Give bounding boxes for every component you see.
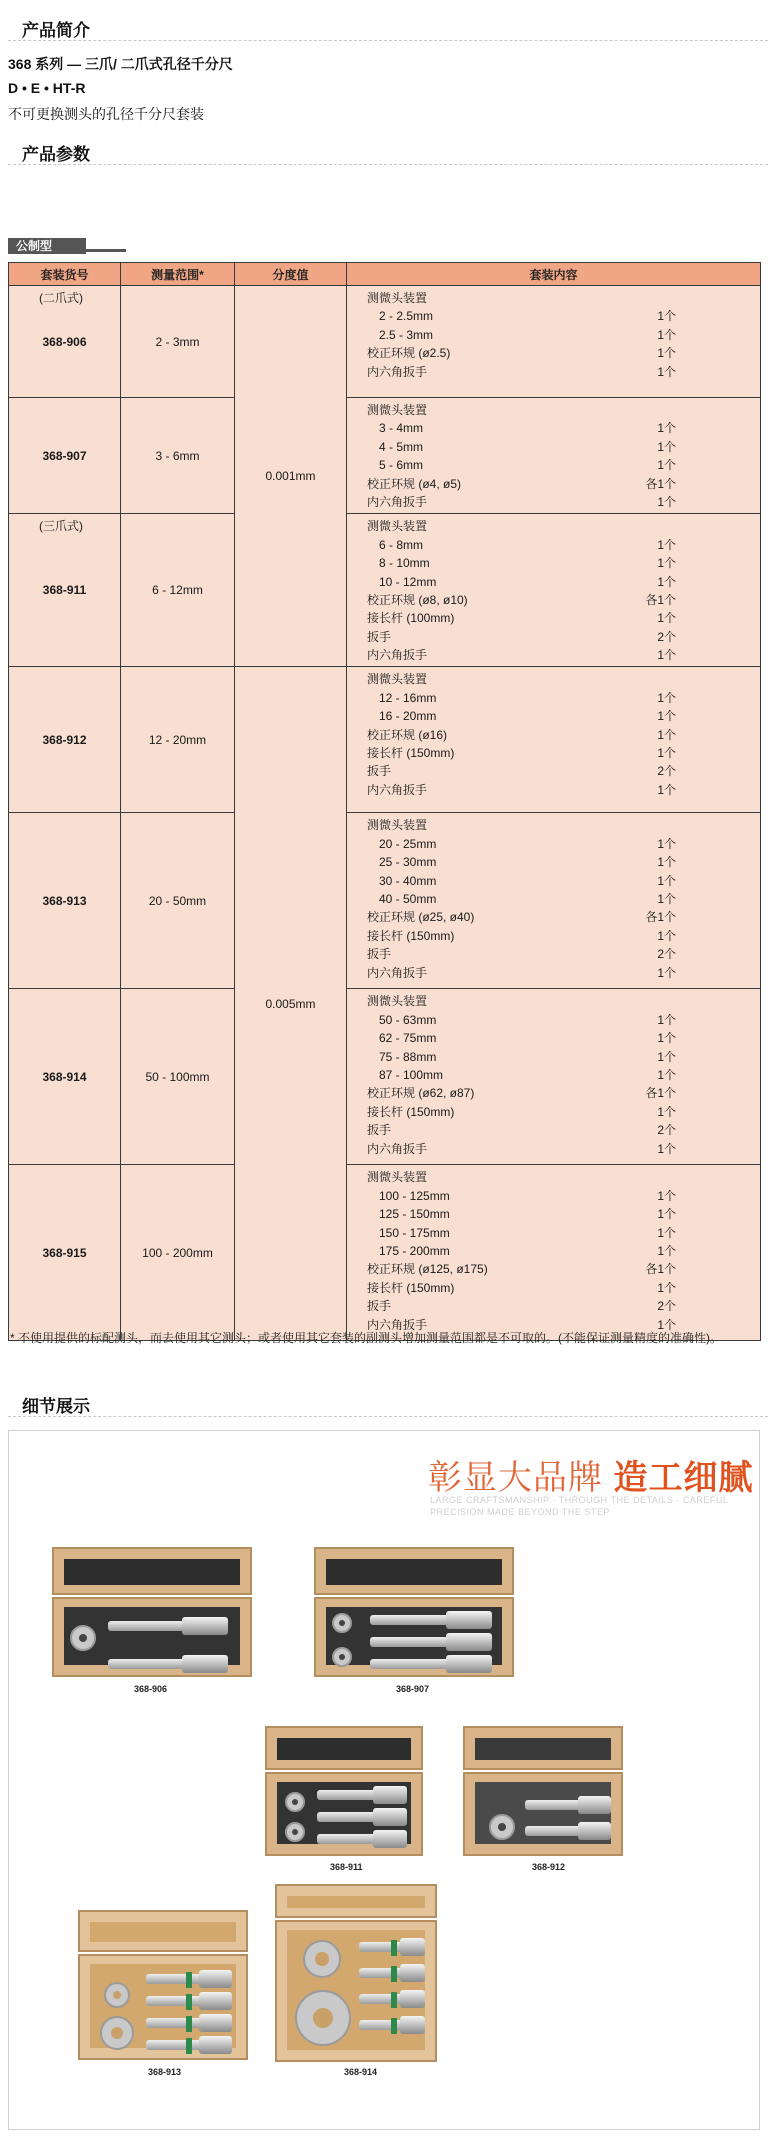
set-code: 368-912 [42, 732, 87, 747]
item-name: 175 - 200mm [379, 1244, 450, 1259]
contents-item [347, 573, 760, 591]
contents-item [347, 1029, 760, 1047]
contents-item [347, 493, 760, 511]
item-name: 测微头装置 [367, 994, 428, 1009]
item-name: 扳手 [367, 1299, 392, 1314]
table-header-row [9, 263, 761, 286]
item-name: 内六角扳手 [367, 965, 428, 980]
contents-item [347, 438, 760, 456]
table-row [9, 813, 761, 989]
item-name: 内六角扳手 [367, 782, 428, 797]
item-name: 12 - 16mm [379, 690, 437, 705]
product-codes-line: D • E • HT-R [8, 80, 86, 96]
contents-item [347, 1260, 760, 1278]
contents-cell [347, 813, 761, 989]
item-name: 扳手 [367, 764, 392, 779]
contents-cell [347, 514, 761, 667]
item-quantity: 2个 [657, 764, 676, 779]
item-name: 接长杆 (150mm) [367, 746, 455, 761]
tag-underline [86, 249, 126, 252]
item-quantity: 2个 [657, 947, 676, 962]
metric-type-tag [8, 238, 126, 254]
set-code-cell [9, 398, 121, 514]
item-quantity: 1个 [657, 537, 676, 552]
set-code-cell [9, 286, 121, 398]
contents-item [347, 517, 760, 535]
item-quantity: 1个 [657, 1031, 676, 1046]
item-name: 125 - 150mm [379, 1207, 450, 1222]
item-name: 150 - 175mm [379, 1225, 450, 1240]
item-quantity: 1个 [657, 1244, 676, 1259]
contents-item [347, 964, 760, 982]
contents-item [347, 401, 760, 419]
kit-label-368-906: 368-906 [134, 1684, 168, 1694]
contents-cell [347, 286, 761, 398]
item-name: 测微头装置 [367, 519, 428, 534]
contents-item [347, 816, 760, 834]
slogan-bold: 造工细腻 [613, 1459, 754, 1497]
contents-item [347, 707, 760, 725]
set-code-cell [9, 514, 121, 667]
item-quantity: 1个 [657, 556, 676, 571]
set-code-cell [9, 989, 121, 1165]
item-name: 校正环规 (ø16) [367, 727, 448, 742]
contents-item [347, 762, 760, 780]
header-graduation: 分度值 [235, 263, 347, 286]
contents-item [347, 781, 760, 799]
range-cell: 50 - 100mm [121, 989, 235, 1165]
contents-cell [347, 989, 761, 1165]
contents-item [347, 1187, 760, 1205]
item-name: 扳手 [367, 629, 392, 644]
item-quantity: 1个 [657, 1207, 676, 1222]
contents-item [347, 1242, 760, 1260]
item-quantity: 1个 [657, 611, 676, 626]
detail-section-title: 细节展示 [22, 1397, 90, 1416]
item-name: 测微头装置 [367, 672, 428, 687]
item-quantity: 各1个 [645, 476, 676, 491]
item-name: 内六角扳手 [367, 1317, 428, 1332]
item-name: 接长杆 (150mm) [367, 1104, 455, 1119]
contents-item [347, 591, 760, 609]
contents-item [347, 1140, 760, 1158]
item-quantity: 各1个 [645, 1086, 676, 1101]
table-row [9, 286, 761, 398]
item-name: 4 - 5mm [379, 439, 424, 454]
contents-item [347, 628, 760, 646]
contents-cell [347, 667, 761, 813]
contents-item [347, 744, 760, 762]
item-quantity: 1个 [657, 309, 676, 324]
item-quantity: 1个 [657, 1225, 676, 1240]
set-code-cell [9, 667, 121, 813]
set-code: 368-914 [42, 1069, 87, 1084]
graduation-cell: 0.001mm [235, 286, 347, 667]
table-row [9, 989, 761, 1165]
kit-photo-368-907 [314, 1547, 514, 1677]
slogan-light: 彰显大品牌 [428, 1459, 603, 1497]
item-name: 接长杆 (100mm) [367, 611, 455, 626]
table-row [9, 1165, 761, 1341]
kit-photo-368-912 [463, 1726, 623, 1856]
table-row [9, 398, 761, 514]
product-series-line: 368 系列 — 三爪/ 二爪式孔径千分尺 [8, 56, 233, 72]
kit-label-368-912: 368-912 [532, 1862, 566, 1872]
kit-label-368-911: 368-911 [330, 1862, 363, 1872]
item-name: 校正环规 (ø25, ø40) [367, 910, 475, 925]
jaw-type-label: (三爪式) [39, 519, 83, 534]
item-quantity: 2个 [657, 1299, 676, 1314]
contents-item [347, 992, 760, 1010]
contents-item [347, 853, 760, 871]
item-name: 2 - 2.5mm [379, 309, 434, 324]
kit-photo-368-911 [265, 1726, 423, 1856]
contents-item [347, 344, 760, 362]
graduation-cell: 0.005mm [235, 667, 347, 1341]
section-divider [8, 164, 768, 165]
set-code: 368-913 [42, 893, 87, 908]
range-cell: 6 - 12mm [121, 514, 235, 667]
item-name: 3 - 4mm [379, 421, 424, 436]
set-code-cell [9, 1165, 121, 1341]
contents-item [347, 554, 760, 572]
item-quantity: 1个 [657, 892, 676, 907]
item-quantity: 1个 [657, 346, 676, 361]
item-name: 测微头装置 [367, 403, 428, 417]
item-quantity: 1个 [657, 364, 676, 379]
contents-item [347, 1066, 760, 1084]
metric-type-label: 公制型 [8, 238, 86, 254]
item-quantity: 1个 [657, 574, 676, 589]
contents-item [347, 1279, 760, 1297]
contents-item [347, 456, 760, 474]
item-quantity: 1个 [657, 439, 676, 454]
item-quantity: 1个 [657, 965, 676, 980]
kit-photo-368-906 [52, 1547, 252, 1677]
params-section-title: 产品参数 [22, 145, 90, 164]
item-name: 2.5 - 3mm [379, 327, 434, 342]
contents-item [347, 289, 760, 307]
contents-item [347, 1224, 760, 1242]
item-name: 6 - 8mm [379, 537, 424, 552]
header-set-code: 套装货号 [9, 263, 121, 286]
contents-item [347, 326, 760, 344]
kit-label-368-913: 368-913 [148, 2067, 182, 2077]
slogan-subtitle: LARGE CRAFTSMANSHIP · THROUGH THE DETAILS · CAREFUL PRECISION MADE BEYOND THE STEP [430, 1495, 729, 1517]
contents-item [347, 927, 760, 945]
contents-item [347, 536, 760, 554]
contents-item [347, 1103, 760, 1121]
set-code: 368-911 [42, 583, 87, 598]
table-row [9, 667, 761, 813]
intro-section-title: 产品简介 [22, 21, 90, 40]
contents-item [347, 908, 760, 926]
item-name: 扳手 [367, 947, 392, 962]
item-quantity: 1个 [657, 648, 676, 663]
contents-item [347, 646, 760, 664]
spec-table [8, 262, 761, 1341]
item-quantity: 1个 [657, 1104, 676, 1119]
item-name: 校正环规 (ø8, ø10) [367, 592, 468, 607]
item-name: 接长杆 (150mm) [367, 928, 455, 943]
section-divider [8, 40, 768, 41]
kit-label-368-914: 368-914 [344, 2067, 378, 2077]
range-cell: 12 - 20mm [121, 667, 235, 813]
kit-label-368-907: 368-907 [396, 1684, 430, 1694]
item-name: 扳手 [367, 1123, 392, 1138]
contents-item [347, 1011, 760, 1029]
item-name: 校正环规 (ø4, ø5) [367, 476, 462, 491]
contents-item [347, 1121, 760, 1139]
item-name: 测微头装置 [367, 818, 428, 833]
item-name: 校正环规 (ø62, ø87) [367, 1086, 475, 1101]
contents-item [347, 1205, 760, 1223]
item-name: 62 - 75mm [379, 1031, 437, 1046]
item-quantity: 各1个 [645, 910, 676, 925]
contents-item [347, 609, 760, 627]
item-name: 5 - 6mm [379, 458, 424, 473]
range-cell: 2 - 3mm [121, 286, 235, 398]
item-quantity: 1个 [657, 1012, 676, 1027]
item-quantity: 1个 [657, 873, 676, 888]
jaw-type-label: (二爪式) [39, 291, 83, 305]
item-quantity: 各1个 [645, 592, 676, 607]
item-quantity: 1个 [657, 1141, 676, 1156]
header-range: 测量范围* [121, 263, 235, 286]
brand-slogan [428, 1450, 753, 1499]
contents-item [347, 475, 760, 493]
item-quantity: 1个 [657, 327, 676, 342]
item-quantity: 1个 [657, 746, 676, 761]
contents-item [347, 1297, 760, 1315]
contents-item [347, 1048, 760, 1066]
header-contents: 套装内容 [347, 263, 761, 286]
contents-item [347, 945, 760, 963]
item-name: 测微头装置 [367, 1170, 428, 1185]
item-quantity: 1个 [657, 836, 676, 851]
item-quantity: 1个 [657, 458, 676, 473]
item-name: 测微头装置 [367, 291, 428, 305]
item-quantity: 1个 [657, 1317, 676, 1332]
item-quantity: 1个 [657, 782, 676, 797]
item-quantity: 1个 [657, 1049, 676, 1064]
contents-cell [347, 1165, 761, 1341]
item-name: 50 - 63mm [379, 1012, 437, 1027]
item-quantity: 1个 [657, 1188, 676, 1203]
contents-item [347, 872, 760, 890]
table-row [9, 514, 761, 667]
kit-photo-368-914 [275, 1884, 437, 2062]
set-code: 368-915 [42, 1245, 87, 1260]
item-quantity: 1个 [657, 690, 676, 705]
product-description-line: 不可更换测头的孔径千分尺套装 [8, 106, 204, 122]
contents-cell [347, 398, 761, 514]
item-name: 25 - 30mm [379, 855, 437, 870]
kit-photo-368-913 [78, 1910, 248, 2060]
item-name: 校正环规 (ø2.5) [367, 346, 451, 361]
set-code: 368-907 [42, 448, 87, 463]
contents-item [347, 307, 760, 325]
item-quantity: 1个 [657, 928, 676, 943]
set-code-cell [9, 813, 121, 989]
item-name: 内六角扳手 [367, 648, 428, 663]
item-quantity: 1个 [657, 1068, 676, 1083]
contents-item [347, 689, 760, 707]
item-quantity: 2个 [657, 629, 676, 644]
item-name: 16 - 20mm [379, 709, 437, 724]
contents-item [347, 670, 760, 688]
item-name: 75 - 88mm [379, 1049, 437, 1064]
set-code: 368-906 [42, 334, 87, 349]
contents-item [347, 726, 760, 744]
contents-item [347, 835, 760, 853]
item-quantity: 1个 [657, 421, 676, 436]
item-name: 10 - 12mm [379, 574, 437, 589]
item-name: 20 - 25mm [379, 836, 437, 851]
item-quantity: 1个 [657, 727, 676, 742]
item-name: 接长杆 (150mm) [367, 1280, 455, 1295]
item-name: 内六角扳手 [367, 494, 428, 509]
contents-item [347, 363, 760, 381]
range-footnote: * 不使用提供的标配测头，而去使用其它测头；或者使用其它套装的副测头增加测量范围都是不可取的。(不能保证测量精度的准确性)。 [10, 1331, 723, 1345]
item-quantity: 1个 [657, 709, 676, 724]
section-divider [8, 1416, 768, 1417]
item-name: 87 - 100mm [379, 1068, 444, 1083]
contents-item [347, 419, 760, 437]
item-quantity: 2个 [657, 1123, 676, 1138]
item-name: 40 - 50mm [379, 892, 437, 907]
range-cell: 100 - 200mm [121, 1165, 235, 1341]
item-quantity: 各1个 [645, 1262, 676, 1277]
contents-item [347, 890, 760, 908]
range-cell: 3 - 6mm [121, 398, 235, 514]
range-cell: 20 - 50mm [121, 813, 235, 989]
item-quantity: 1个 [657, 1280, 676, 1295]
item-quantity: 1个 [657, 494, 676, 509]
item-name: 100 - 125mm [379, 1188, 450, 1203]
item-name: 30 - 40mm [379, 873, 437, 888]
item-name: 8 - 10mm [379, 556, 430, 571]
item-name: 校正环规 (ø125, ø175) [367, 1262, 488, 1277]
item-name: 内六角扳手 [367, 364, 428, 379]
contents-item [347, 1084, 760, 1102]
item-name: 内六角扳手 [367, 1141, 428, 1156]
contents-item [347, 1168, 760, 1186]
item-quantity: 1个 [657, 855, 676, 870]
